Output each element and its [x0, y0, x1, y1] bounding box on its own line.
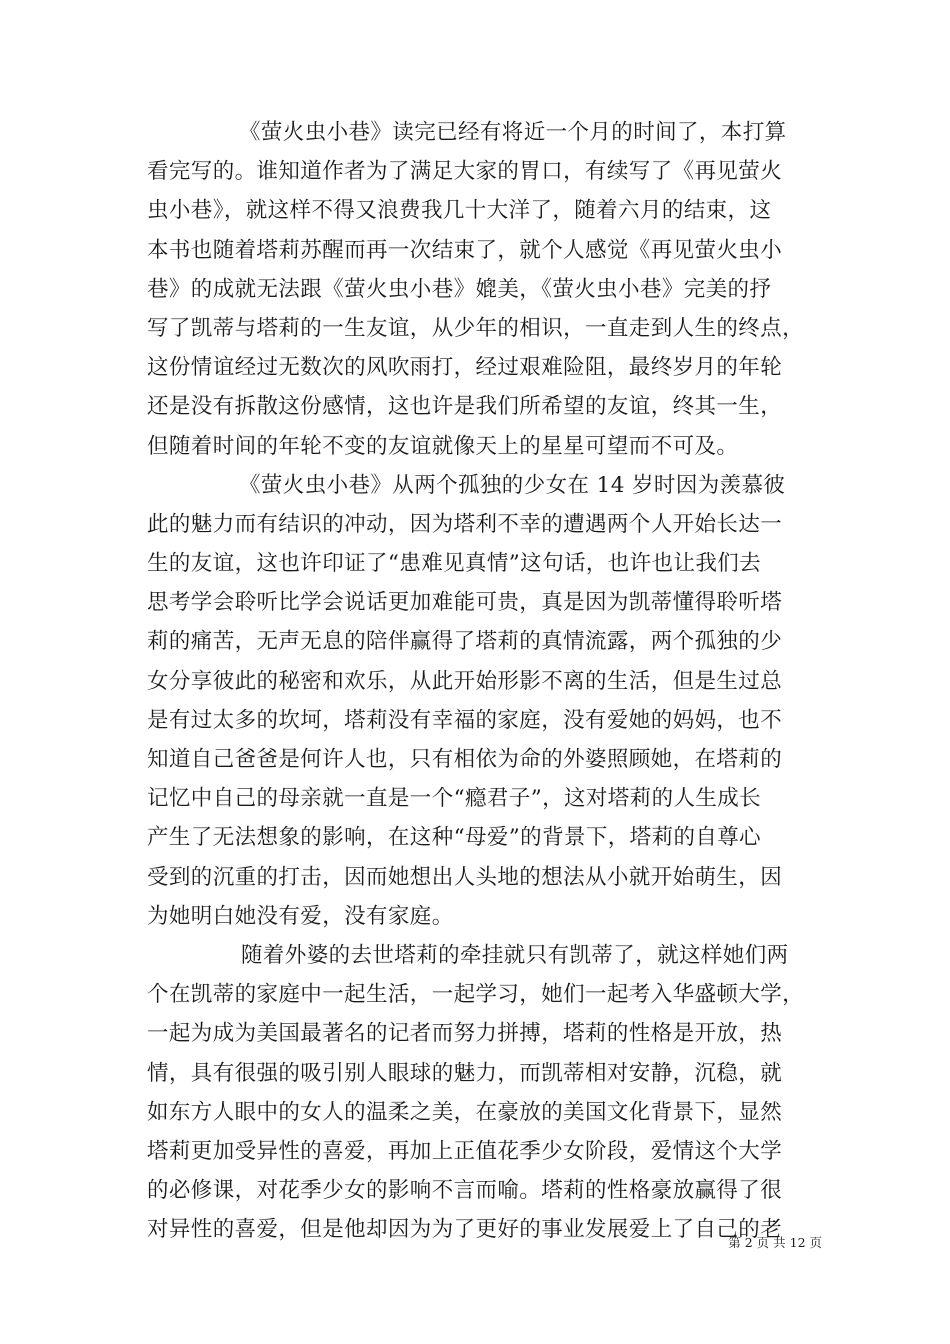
text-line: 随着外婆的去世塔莉的牵挂就只有凯蒂了，就这样她们两: [241, 942, 789, 968]
text-line: 生的友谊，这也许印证了“患难见真情”这句话，也许也让我们去: [147, 551, 762, 577]
text-line: 女分享彼此的秘密和欢乐，从此开始形影不离的生活，但是生过总: [147, 668, 783, 694]
page-number-footer: 第 2 页 共 12 页: [728, 1235, 822, 1250]
text-line: 情，具有很强的吸引别人眼球的魅力，而凯蒂相对安静，沉稳，就: [147, 1060, 783, 1086]
text-line: 看完写的。谁知道作者为了满足大家的胃口，有续写了《再见萤火: [147, 159, 783, 185]
text-line: 个在凯蒂的家庭中一起生活，一起学习，她们一起考入华盛顿大学，: [147, 982, 805, 1008]
text-line: 虫小巷》，就这样不得又浪费我几十大洋了，随着六月的结束，这: [147, 198, 772, 224]
text-line: 如东方人眼中的女人的温柔之美，在豪放的美国文化背景下，显然: [147, 1099, 783, 1125]
paragraph-1: [147, 113, 827, 466]
text-line: 受到的沉重的打击，因而她想出人头地的想法从小就开始萌生，因: [147, 864, 783, 890]
text-line: 的必修课，对花季少女的影响不言而喻。塔莉的性格豪放赢得了很: [147, 1178, 783, 1204]
text-line: 《萤火虫小巷》读完已经有将近一个月的时间了，本打算: [239, 120, 787, 145]
text-line: 莉的痛苦，无声无息的陪伴赢得了塔莉的真情流露，两个孤独的少: [147, 629, 783, 655]
text-line: 对异性的喜爱，但是他却因为为了更好的事业发展爱上了自己的老: [147, 1217, 783, 1243]
text-line: 是有过太多的坎坷，塔莉没有幸福的家庭，没有爱她的妈妈，也不: [147, 707, 783, 733]
text-line: 知道自己爸爸是何许人也，只有相依为命的外婆照顾她，在塔莉的: [147, 747, 783, 772]
text-line: 还是没有拆散这份感情，这也许是我们所希望的友谊，终其一生，: [147, 394, 783, 420]
text-line: 一起为成为美国最著名的记者而努力拼搏，塔莉的性格是开放，热: [147, 1021, 783, 1047]
text-line: 但随着时间的年轮不变的友谊就像天上的星星可望而不可及。: [147, 433, 739, 459]
text-line: 《萤火虫小巷》从两个孤独的少女在 14 岁时因为羡慕彼: [239, 472, 786, 498]
text-line: 塔莉更加受异性的喜爱，再加上正值花季少女阶段，爱情这个大学: [147, 1138, 783, 1164]
text-line: 此的魅力而有结识的冲动，因为塔利不幸的遭遇两个人开始长达一: [147, 511, 783, 537]
text-line: 本书也随着塔莉苏醒而再一次结束了，就个人感觉《再见萤火虫小: [147, 237, 783, 263]
text-line: 产生了无法想象的影响，在这种“母爱”的背景下，塔莉的自尊心: [147, 825, 762, 851]
text-line: 思考学会聆听比学会说话更加难能可贵，真是因为凯蒂懂得聆听塔: [147, 590, 783, 616]
paragraph-3: [147, 936, 827, 1250]
body-text: [147, 113, 827, 1249]
text-line: 巷》的成就无法跟《萤火虫小巷》媲美，《萤火虫小巷》完美的抒: [147, 276, 772, 302]
text-line: 写了凯蒂与塔莉的一生友谊，从少年的相识，一直走到人生的终点，: [147, 315, 805, 341]
text-line: 这份情谊经过无数次的风吹雨打，经过艰难险阻，最终岁月的年轮: [147, 355, 783, 381]
paragraph-2: [147, 466, 827, 936]
text-line: 为她明白她没有爱，没有家庭。: [147, 903, 454, 929]
text-line: 记忆中自己的母亲就一直是一个“瘾君子”，这对塔莉的人生成长: [147, 786, 762, 812]
